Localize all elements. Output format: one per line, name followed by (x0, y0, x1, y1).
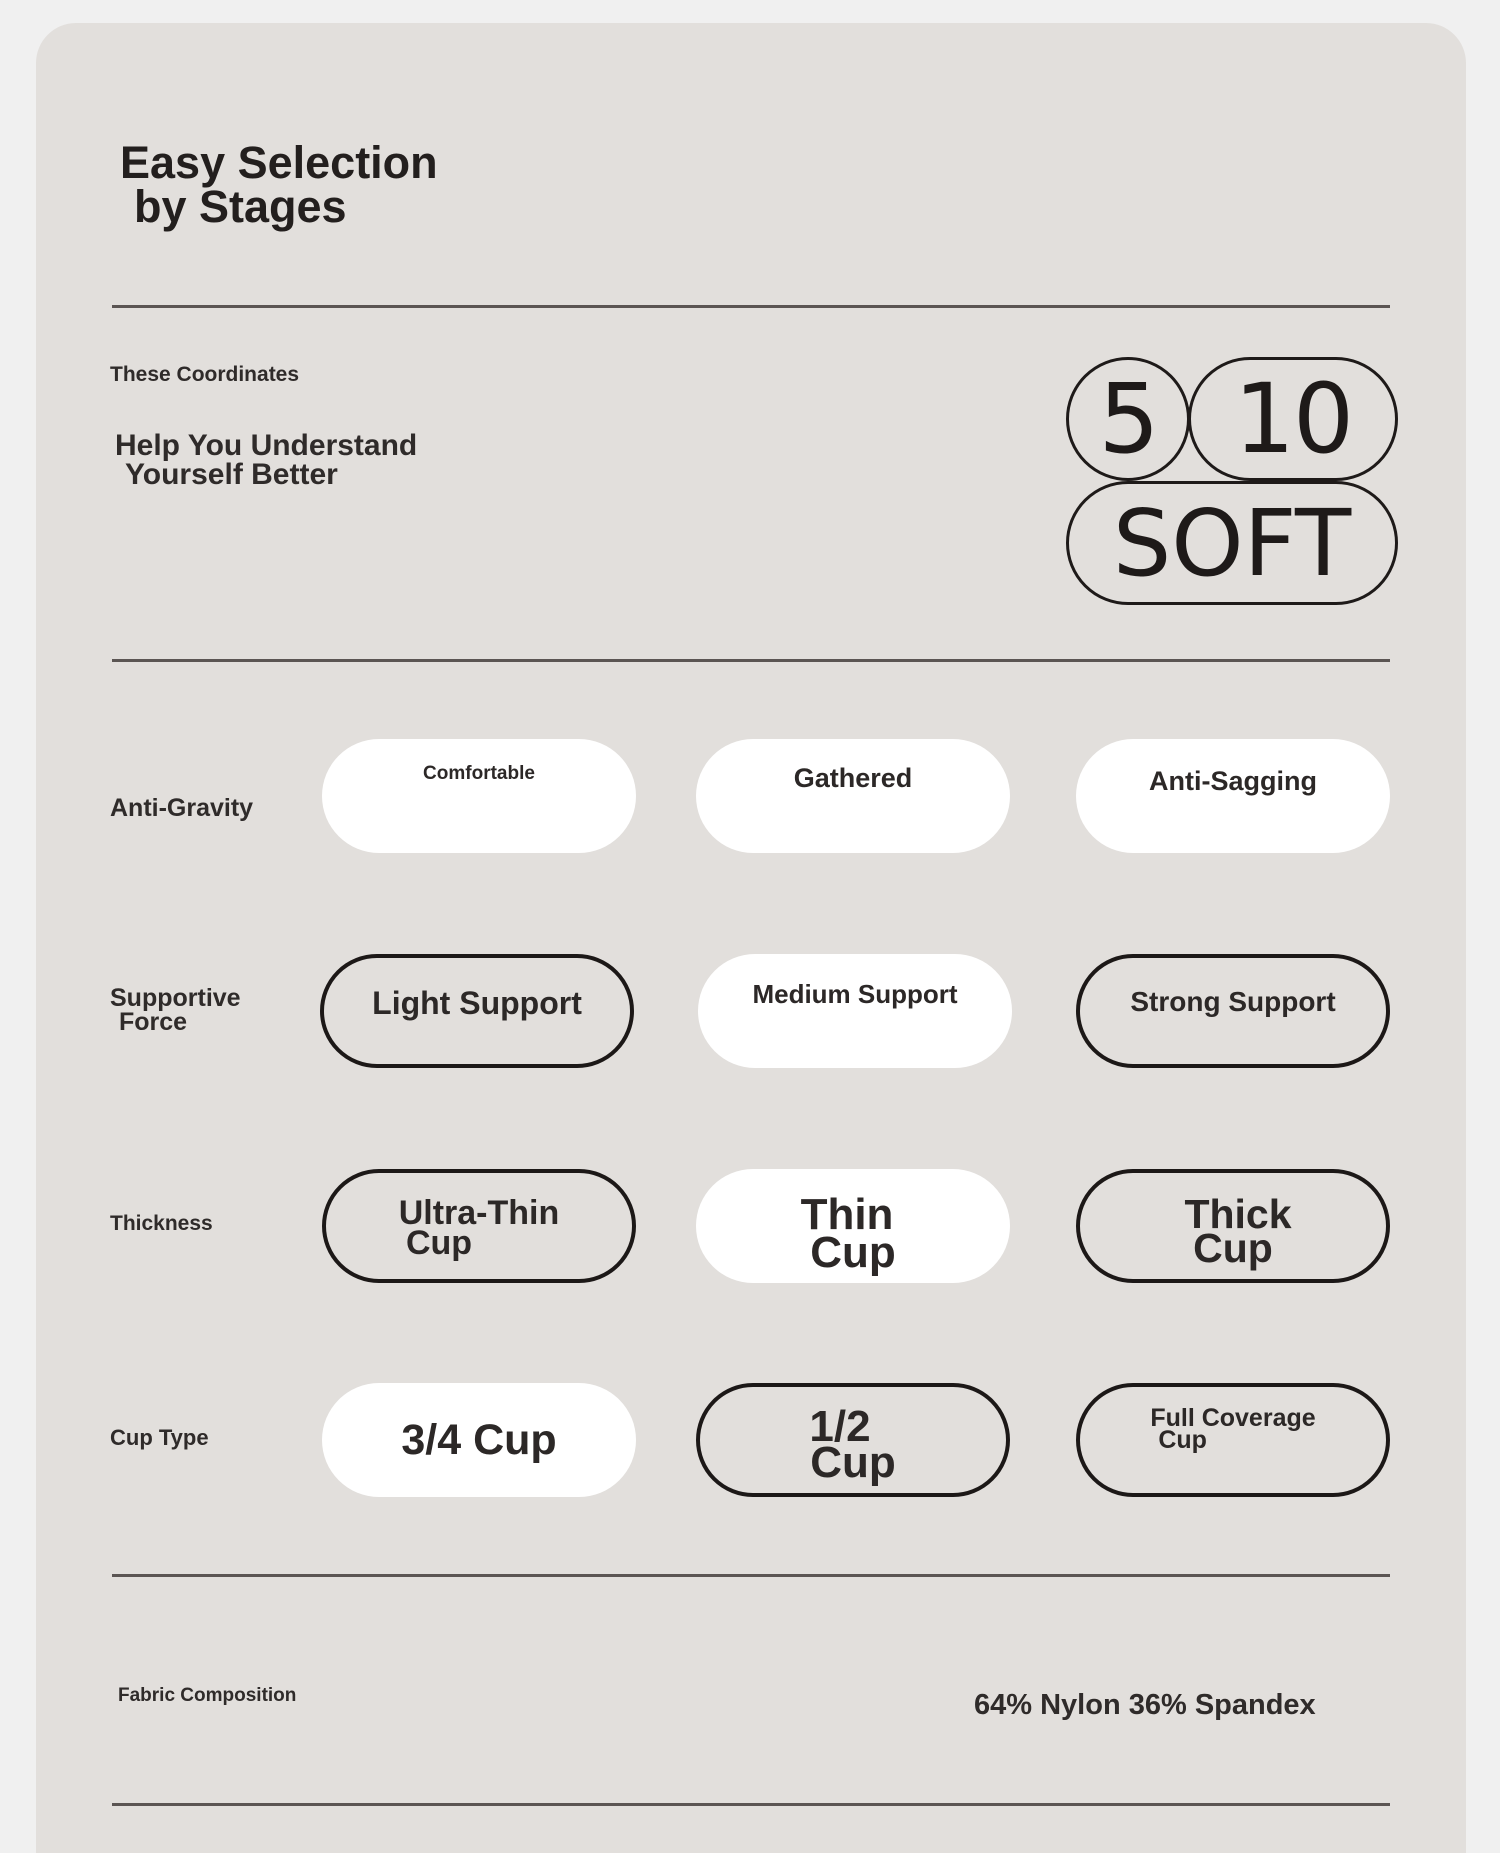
divider-bottom (112, 1803, 1390, 1806)
option-label: 3/4 Cup (401, 1415, 557, 1464)
option-half-cup[interactable] (696, 1383, 1010, 1497)
row-label-cup-type: Cup Type (110, 1425, 209, 1450)
option-full-coverage-cup[interactable] (1076, 1383, 1390, 1497)
option-thick-cup[interactable] (1076, 1169, 1390, 1283)
divider-lower (112, 1574, 1390, 1577)
fabric-composition-label: Fabric Composition (118, 1685, 297, 1706)
row-label-anti-gravity: Anti-Gravity (110, 794, 254, 822)
option-strong-support[interactable] (1076, 954, 1390, 1068)
option-label: Ultra-Thin Cup (398, 1194, 560, 1262)
badge-value-5: 5 (1066, 357, 1190, 481)
option-label: Full Coverage Cup (1150, 1404, 1316, 1454)
title-line-2: by Stages (134, 181, 347, 232)
coordinates-subtitle-line-1: Help You Understand (115, 429, 418, 462)
option-label: Strong Support (1130, 986, 1336, 1017)
coordinates-label: These Coordinates (110, 363, 300, 386)
option-comfortable[interactable] (322, 739, 636, 853)
option-label: Thin Cup (800, 1190, 896, 1277)
badge-soft: SOFT (1066, 481, 1398, 605)
row-label-line-1: Supportive (110, 984, 241, 1012)
page-title (120, 137, 438, 232)
title-line-1: Easy Selection (120, 137, 438, 188)
option-label: Comfortable (423, 763, 535, 784)
coordinates-subtitle (115, 431, 417, 489)
option-anti-sagging[interactable] (1076, 739, 1390, 853)
option-label: Light Support (372, 985, 582, 1021)
row-label-line-2: Force (119, 1008, 188, 1036)
option-thin-cup[interactable] (696, 1169, 1010, 1283)
row-label-thickness: Thickness (110, 1212, 213, 1235)
option-label: 1/2 Cup (809, 1402, 896, 1487)
divider-top (112, 305, 1390, 308)
option-label: Thick Cup (1184, 1191, 1292, 1271)
divider-middle (112, 659, 1390, 662)
option-label: Anti-Sagging (1149, 766, 1317, 796)
option-ultra-thin-cup[interactable] (322, 1169, 636, 1283)
option-label: Gathered (793, 763, 913, 793)
fabric-composition-value: 64% Nylon 36% Spandex (974, 1689, 1316, 1721)
option-label: Medium Support (752, 979, 958, 1009)
option-three-quarter-cup[interactable] (322, 1383, 636, 1497)
option-medium-support[interactable] (698, 954, 1012, 1068)
spec-card (36, 23, 1466, 1853)
option-light-support[interactable] (320, 954, 634, 1068)
badge-value-10: 10 (1188, 357, 1398, 481)
row-label-supportive-force (110, 986, 241, 1034)
coordinates-subtitle-line-2: Yourself Better (125, 458, 338, 491)
option-gathered[interactable] (696, 739, 1010, 853)
